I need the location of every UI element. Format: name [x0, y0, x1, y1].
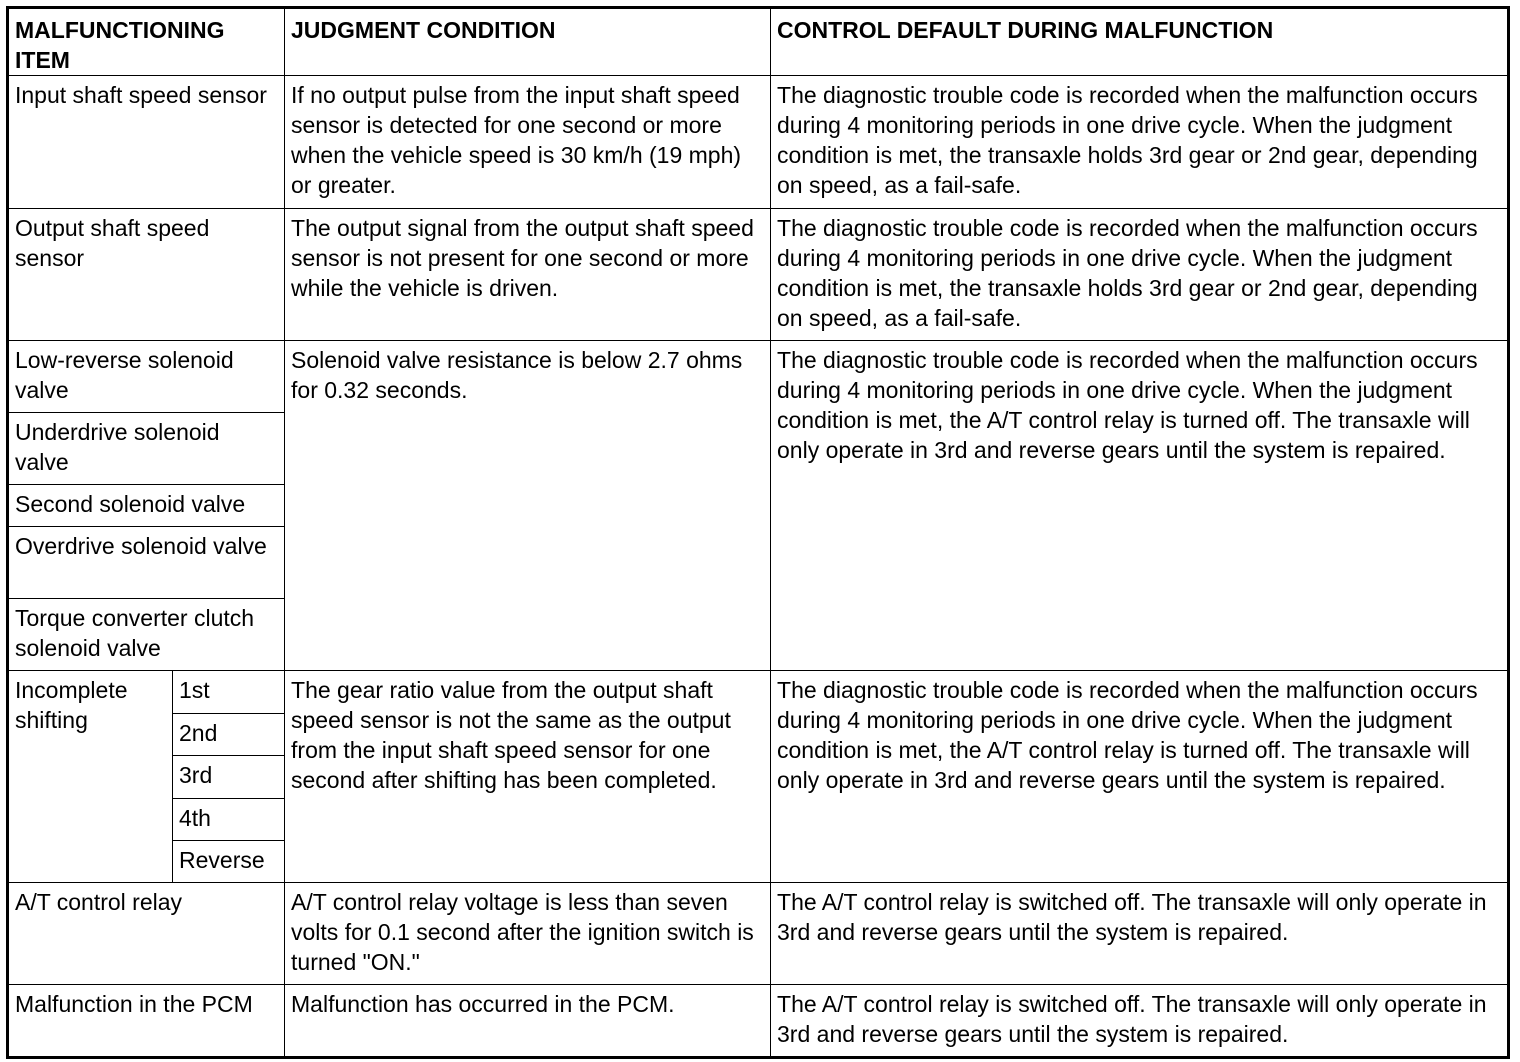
control-pcm: The A/T control relay is switched off. The transaxle will only operate in 3rd and reverse gears until the system is repaired.	[771, 985, 1509, 1058]
control-input-shaft: The diagnostic trouble code is recorded when the malfunction occurs during 4 monitoring periods in one drive cycle. When the judgment condition is met, the transaxle holds 3rd gear or 2nd gear, depending on speed, as a fail-safe.	[771, 76, 1509, 209]
judgment-output-shaft: The output signal from the output shaft speed sensor is not present for one second or more while the vehicle is driven.	[285, 209, 771, 341]
judgment-incomplete-shifting: The gear ratio value from the output shaft speed sensor is not the same as the output from the input shaft speed sensor for one second after shifting has been completed.	[285, 671, 771, 883]
gear-4th: 4th	[173, 799, 285, 841]
item-second-solenoid: Second solenoid valve	[8, 485, 285, 527]
item-low-reverse-solenoid: Low-reverse solenoid valve	[8, 341, 285, 413]
item-output-shaft-speed-sensor: Output shaft speed sensor	[8, 209, 285, 341]
control-at-control-relay: The A/T control relay is switched off. The transaxle will only operate in 3rd and reverse gears until the system is repaired.	[771, 883, 1509, 985]
table-row	[8, 671, 1509, 714]
item-incomplete-shifting: Incomplete shifting	[8, 671, 173, 883]
control-incomplete-shifting: The diagnostic trouble code is recorded when the malfunction occurs during 4 monitoring periods in one drive cycle. When the judgment condition is met, the A/T control relay is turned off. The transaxle will only operate in 3rd and reverse gears until the system is repaired.	[771, 671, 1509, 883]
control-output-shaft: The diagnostic trouble code is recorded when the malfunction occurs during 4 monitoring periods in one drive cycle. When the judgment condition is met, the transaxle holds 3rd gear or 2nd gear, depending on speed, as a fail-safe.	[771, 209, 1509, 341]
table-row	[8, 985, 1509, 1058]
table-row	[8, 341, 1509, 413]
table-row	[8, 883, 1509, 985]
table-row	[8, 76, 1509, 209]
table-row	[8, 209, 1509, 341]
header-control-default: CONTROL DEFAULT DURING MALFUNCTION	[771, 8, 1509, 76]
item-at-control-relay: A/T control relay	[8, 883, 285, 985]
header-judgment-condition: JUDGMENT CONDITION	[285, 8, 771, 76]
gear-2nd: 2nd	[173, 714, 285, 756]
judgment-at-control-relay: A/T control relay voltage is less than seven volts for 0.1 second after the ignition switch is turned "ON."	[285, 883, 771, 985]
item-overdrive-solenoid: Overdrive solenoid valve	[8, 527, 285, 599]
item-input-shaft-speed-sensor: Input shaft speed sensor	[8, 76, 285, 209]
malfunction-table	[6, 6, 1510, 1059]
control-solenoids: The diagnostic trouble code is recorded when the malfunction occurs during 4 monitoring periods in one drive cycle. When the judgment condition is met, the A/T control relay is turned off. The transaxle will only operate in 3rd and reverse gears until the system is repaired.	[771, 341, 1509, 671]
item-torque-converter-solenoid: Torque converter clutch solenoid valve	[8, 599, 285, 671]
gear-3rd: 3rd	[173, 756, 285, 799]
item-underdrive-solenoid: Underdrive solenoid valve	[8, 413, 285, 485]
gear-1st: 1st	[173, 671, 285, 714]
gear-reverse: Reverse	[173, 841, 285, 883]
judgment-solenoids: Solenoid valve resistance is below 2.7 ohms for 0.32 seconds.	[285, 341, 771, 671]
judgment-input-shaft: If no output pulse from the input shaft speed sensor is detected for one second or more when the vehicle speed is 30 km/h (19 mph) or greater.	[285, 76, 771, 209]
judgment-pcm: Malfunction has occurred in the PCM.	[285, 985, 771, 1058]
header-row	[8, 8, 1509, 76]
item-pcm-malfunction: Malfunction in the PCM	[8, 985, 285, 1058]
header-malfunctioning-item: MALFUNCTIONING ITEM	[8, 8, 285, 76]
